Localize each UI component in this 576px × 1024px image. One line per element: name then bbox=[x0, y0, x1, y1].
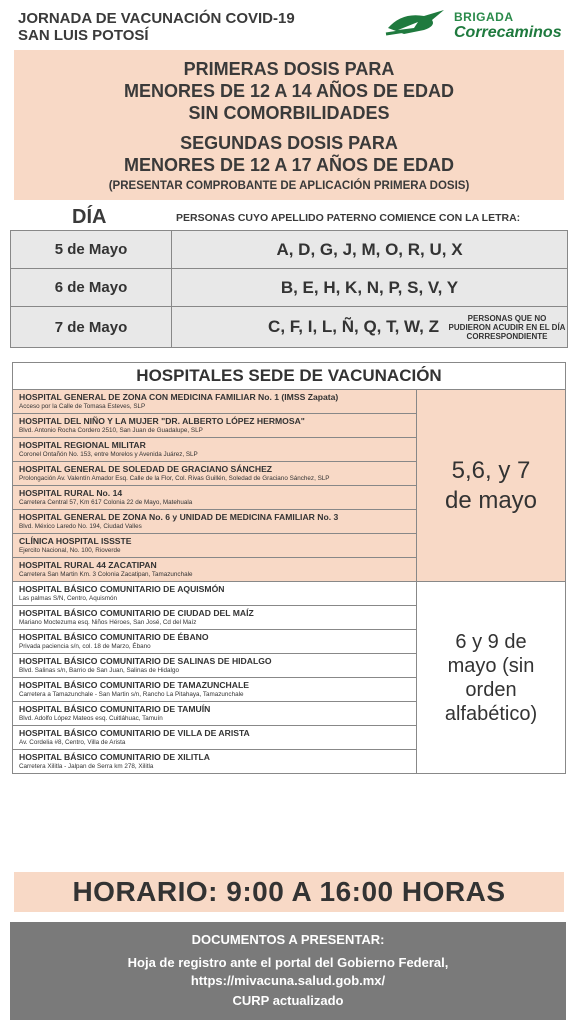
documents-line-1: Hoja de registro ante el portal del Gobierno Federal, bbox=[127, 955, 449, 970]
hospitals-title: HOSPITALES SEDE DE VACUNACIÓN bbox=[13, 363, 565, 390]
group1-dates bbox=[417, 390, 565, 582]
hospital-address: Mariano Moctezuma esq. Niños Héroes, San José, Cd del Maíz bbox=[19, 619, 197, 626]
hospitals-body bbox=[13, 390, 565, 773]
hospital-address: Carretera a Tamazunchale - San Martin s/n, Rancho La Pitahaya, Tamazunchale bbox=[19, 691, 244, 698]
hospital-item bbox=[13, 414, 416, 438]
hospital-name: HOSPITAL BÁSICO COMUNITARIO DE TAMAZUNCHALE bbox=[19, 680, 249, 690]
brand-line-2: Correcaminos bbox=[454, 24, 562, 41]
hospital-address: Blvd. Salinas s/n, Barrio de San Juan, Salinas de Hidalgo bbox=[19, 667, 179, 674]
hospital-item bbox=[13, 486, 416, 510]
hospital-item bbox=[13, 678, 416, 702]
day-header: DÍA bbox=[72, 206, 107, 228]
schedule-letters: A, D, G, J, M, O, R, U, X bbox=[172, 231, 567, 268]
hospital-name: HOSPITAL BÁSICO COMUNITARIO DE AQUISMÓN bbox=[19, 584, 225, 594]
schedule-day: 5 de Mayo bbox=[11, 231, 172, 268]
first-dose-line-3: SIN COMORBILIDADES bbox=[188, 103, 390, 123]
hospital-item bbox=[13, 630, 416, 654]
hospital-item bbox=[13, 750, 416, 773]
hospital-name: HOSPITAL BÁSICO COMUNITARIO DE TAMUÍN bbox=[19, 704, 211, 714]
second-dose-note: (PRESENTAR COMPROBANTE DE APLICACIÓN PRIMERA DOSIS) bbox=[108, 180, 470, 192]
intro-box bbox=[14, 50, 564, 200]
second-dose-line-2: MENORES DE 12 A 17 AÑOS DE EDAD bbox=[123, 155, 455, 175]
hospital-name: HOSPITAL REGIONAL MILITAR bbox=[19, 440, 146, 450]
hospital-address: Las palmas S/N, Centro, Aquismón bbox=[19, 595, 117, 602]
title-line-2: SAN LUIS POTOSÍ bbox=[18, 27, 149, 44]
hospital-item bbox=[13, 534, 416, 558]
documents-title: DOCUMENTOS A PRESENTAR: bbox=[191, 932, 385, 947]
schedule-row bbox=[11, 307, 567, 347]
first-dose-line-1: PRIMERAS DOSIS PARA bbox=[183, 59, 395, 79]
hospital-name: HOSPITAL BÁSICO COMUNITARIO DE CIUDAD DEL MAÍZ bbox=[19, 608, 254, 618]
hospital-item bbox=[13, 654, 416, 678]
schedule-letters: C, F, I, L, Ñ, Q, T, W, Z bbox=[172, 307, 447, 347]
brand-logo bbox=[384, 6, 564, 46]
hospital-item bbox=[13, 606, 416, 630]
schedule-note: PERSONAS QUE NO PUDIERON ACUDIR EN EL DÍA CORRESPONDIENTE bbox=[447, 307, 567, 347]
hospitals-list bbox=[13, 390, 417, 773]
hospital-item bbox=[13, 558, 416, 582]
schedule-row bbox=[11, 269, 567, 307]
hospital-name: CLÍNICA HOSPITAL ISSSTE bbox=[19, 536, 132, 546]
hospital-name: HOSPITAL DEL NIÑO Y LA MUJER "DR. ALBERTO LÓPEZ HERMOSA" bbox=[19, 416, 305, 426]
schedule-letters: B, E, H, K, N, P, S, V, Y bbox=[172, 269, 567, 306]
hospital-address: Blvd. México Laredo No. 194, Ciudad Valles bbox=[19, 523, 142, 530]
hospital-dates bbox=[417, 390, 565, 773]
page-title bbox=[18, 10, 295, 44]
documents-url: https://mivacuna.salud.gob.mx/ bbox=[190, 973, 386, 988]
hospital-name: HOSPITAL RURAL 44 ZACATIPAN bbox=[19, 560, 157, 570]
hospital-item bbox=[13, 510, 416, 534]
hospital-name: HOSPITAL GENERAL DE ZONA CON MEDICINA FAMILIAR No. 1 (IMSS Zapata) bbox=[19, 392, 339, 402]
hospital-name: HOSPITAL BÁSICO COMUNITARIO DE VILLA DE ARISTA bbox=[19, 728, 250, 738]
group1-dates-text: 5,6, y 7 de mayo bbox=[444, 456, 538, 514]
hospital-address: Acceso por la Calle de Tomasa Esteves, SLP bbox=[19, 403, 146, 410]
hospital-item bbox=[13, 462, 416, 486]
hospital-name: HOSPITAL BÁSICO COMUNITARIO DE ÉBANO bbox=[19, 632, 209, 642]
schedule-row bbox=[11, 231, 567, 269]
first-dose-heading bbox=[14, 58, 564, 124]
hospital-name: HOSPITAL BÁSICO COMUNITARIO DE SALINAS DE HIDALGO bbox=[19, 656, 272, 666]
hospital-address: Prolongación Av. Valentín Amador Esq. Calle de la Flor, Col. Rivas Guillén, Soledad de Graciano Sánchez, SLP bbox=[19, 475, 330, 482]
documents-line-3: CURP actualizado bbox=[232, 993, 344, 1008]
hospital-name: HOSPITAL GENERAL DE ZONA No. 6 y UNIDAD DE MEDICINA FAMILIAR No. 3 bbox=[19, 512, 339, 522]
letters-header: PERSONAS CUYO APELLIDO PATERNO COMIENCE CON LA LETRA: bbox=[176, 212, 521, 224]
hospital-address: Carretera San Martin Km. 3 Colonia Zacatipan, Tamazunchale bbox=[19, 571, 193, 578]
group2-dates bbox=[417, 582, 565, 773]
schedule-day: 6 de Mayo bbox=[11, 269, 172, 306]
hospital-address: Carretera Xilitla - Jalpan de Serra km 278, Xilitla bbox=[19, 763, 154, 770]
hospital-name: HOSPITAL BÁSICO COMUNITARIO DE XILITLA bbox=[19, 752, 210, 762]
header bbox=[0, 0, 576, 50]
second-dose-line-1: SEGUNDAS DOSIS PARA bbox=[180, 133, 398, 153]
hospital-name: HOSPITAL GENERAL DE SOLEDAD DE GRACIANO SÁNCHEZ bbox=[19, 464, 273, 474]
hospitals-table bbox=[12, 362, 566, 774]
hospital-item bbox=[13, 582, 416, 606]
documents-box bbox=[10, 922, 566, 1020]
hospital-address: Av. Cordelia #8, Centro, Villa de Arista bbox=[19, 739, 126, 746]
schedule-day: 7 de Mayo bbox=[11, 307, 172, 347]
hospital-item bbox=[13, 702, 416, 726]
hospital-item bbox=[13, 438, 416, 462]
schedule-hours: HORARIO: 9:00 A 16:00 HORAS bbox=[14, 872, 564, 912]
group2-dates-text: 6 y 9 de mayo (sin orden alfabético) bbox=[444, 630, 538, 725]
brand-line-1: BRIGADA bbox=[454, 10, 514, 24]
hospital-item bbox=[13, 390, 416, 414]
hospital-address: Coronel Ontañón No. 153, entre Morelos y Avenida Juárez, SLP bbox=[19, 451, 198, 458]
hospital-address: Carretera Central 57, Km 617 Colonia 22 de Mayo, Matehuala bbox=[19, 499, 193, 506]
title-line-1: JORNADA DE VACUNACIÓN COVID-19 bbox=[18, 10, 295, 27]
hospital-name: HOSPITAL RURAL No. 14 bbox=[19, 488, 123, 498]
hospital-address: Privada paciencia s/n, col. 18 de Marzo, Ébano bbox=[19, 643, 151, 650]
hospital-address: Blvd. Adolfo López Mateos esq. Cuitláhuac, Tamuín bbox=[19, 715, 163, 722]
second-dose-heading bbox=[14, 132, 564, 176]
schedule-table bbox=[10, 230, 568, 348]
hospital-item bbox=[13, 726, 416, 750]
first-dose-line-2: MENORES DE 12 A 14 AÑOS DE EDAD bbox=[123, 81, 455, 101]
hospital-address: Ejercito Nacional, No. 100, Rioverde bbox=[19, 547, 121, 554]
roadrunner-icon bbox=[384, 6, 448, 42]
hospital-address: Blvd. Antonio Rocha Cordero 2510, San Juan de Guadalupe, SLP bbox=[19, 427, 203, 434]
